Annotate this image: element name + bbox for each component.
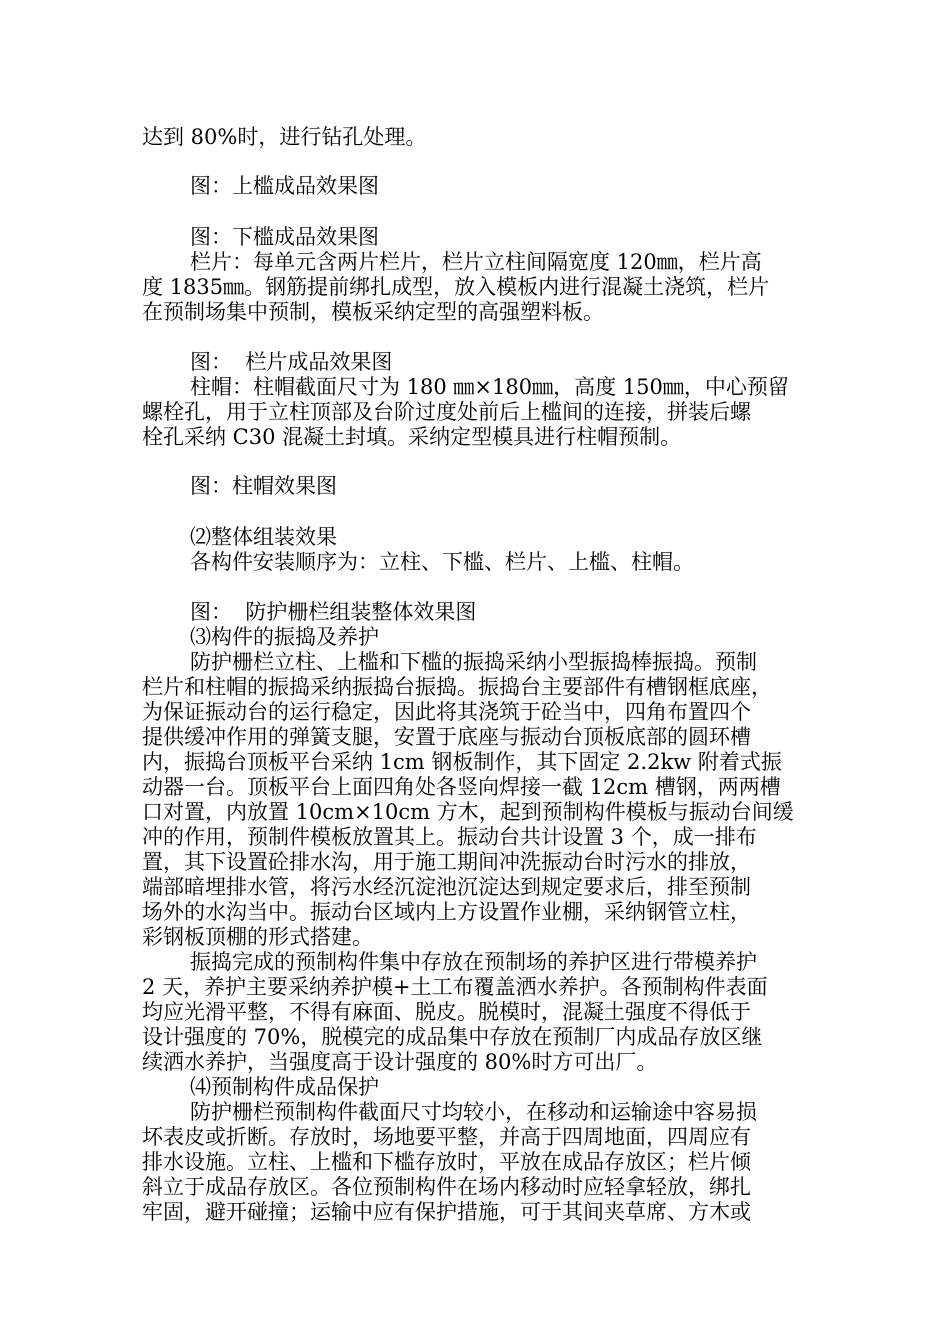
body-line: 坏表皮或折断。存放时，场地要平整，并高于四周地面，四周应有 — [142, 1125, 751, 1149]
body-line: 彩钢板顶棚的形式搭建。 — [142, 925, 373, 949]
body-line: 2 天，养护主要采纳养护模+土工布覆盖洒水养护。各预制构件表面 — [142, 975, 768, 999]
body-line: 斜立于成品存放区。各位预制构件在场内移动时应轻拿轻放，绑扎 — [142, 1175, 751, 1199]
body-line: 动器一台。顶板平台上面四角处各竖向焊接一截 12cm 槽钢，两两槽 — [142, 775, 781, 799]
body-line: 栏片：每单元含两片栏片，栏片立柱间隔宽度 120㎜，栏片高 — [190, 250, 762, 274]
body-line: 端部暗埋排水管，将污水经沉淀池沉淀达到规定要求后，排至预制 — [142, 875, 751, 899]
body-line: 栓孔采纳 C30 混凝土封填。采纳定型模具进行柱帽预制。 — [142, 425, 682, 449]
body-line: 柱帽：柱帽截面尺寸为 180 ㎜×180㎜，高度 150㎜，中心预留 — [190, 375, 789, 399]
body-line: 螺栓孔，用于立柱顶部及台阶过度处前后上槛间的连接，拼装后螺 — [142, 400, 751, 424]
body-line: 防护栅栏立柱、上槛和下槛的振捣采纳小型振捣棒振捣。预制 — [190, 650, 757, 674]
body-line: 排水设施。立柱、上槛和下槛存放时，平放在成品存放区；栏片倾 — [142, 1150, 751, 1174]
section-heading: ⑵整体组装效果 — [190, 525, 337, 549]
body-line: 为保证振动台的运行稳定，因此将其浇筑于砼当中，四角布置四个 — [142, 700, 751, 724]
body-line: 振捣完成的预制构件集中存放在预制场的养护区进行带模养护 — [190, 950, 757, 974]
body-line: 口对置，内放置 10cm×10cm 方木，起到预制构件模板与振动台间缓 — [142, 800, 794, 824]
body-line: 各构件安装顺序为：立柱、下槛、栏片、上槛、柱帽。 — [190, 550, 694, 574]
body-line: 达到 80%时，进行钻孔处理。 — [142, 125, 427, 149]
body-line: 度 1835㎜。钢筋提前绑扎成型，放入模板内进行混凝土浇筑，栏片 — [142, 275, 770, 299]
figure-caption: 图：下槛成品效果图 — [190, 225, 379, 249]
figure-caption: 图： 防护栅栏组装整体效果图 — [190, 600, 477, 624]
body-line: 设计强度的 70%，脱模完的成品集中存放在预制厂内成品存放区继 — [142, 1025, 763, 1049]
section-heading: ⑷预制构件成品保护 — [190, 1075, 379, 1099]
body-line: 均应光滑平整，不得有麻面、脱皮。脱模时，混凝土强度不得低于 — [142, 1000, 751, 1024]
body-line: 防护栅栏预制构件截面尺寸均较小，在移动和运输途中容易损 — [190, 1100, 757, 1124]
body-line: 内，振捣台顶板平台采纳 1cm 钢板制作，其下固定 2.2kw 附着式振 — [142, 750, 782, 774]
body-line: 冲的作用，预制件模板放置其上。振动台共计设置 3 个，成一排布 — [142, 825, 757, 849]
figure-caption: 图：上槛成品效果图 — [190, 174, 379, 198]
body-line: 牢固，避开碰撞；运输中应有保护措施，可于其间夹草席、方木或 — [142, 1200, 751, 1224]
body-line: 提供缓冲作用的弹簧支腿，安置于底座与振动台顶板底部的圆环槽 — [142, 725, 751, 749]
body-line: 栏片和柱帽的振捣采纳振捣台振捣。振捣台主要部件有槽钢框底座， — [142, 675, 772, 699]
body-line: 续洒水养护，当强度高于设计强度的 80%时方可出厂。 — [142, 1050, 658, 1074]
section-heading: ⑶构件的振捣及养护 — [190, 625, 379, 649]
figure-caption: 图： 栏片成品效果图 — [190, 350, 393, 374]
body-line: 在预制场集中预制，模板采纳定型的高强塑料板。 — [142, 300, 604, 324]
body-line: 置，其下设置砼排水沟，用于施工期间冲洗振动台时污水的排放， — [142, 850, 751, 874]
body-line: 场外的水沟当中。振动台区域内上方设置作业棚，采纳钢管立柱， — [142, 900, 751, 924]
figure-caption: 图：柱帽效果图 — [190, 474, 337, 498]
